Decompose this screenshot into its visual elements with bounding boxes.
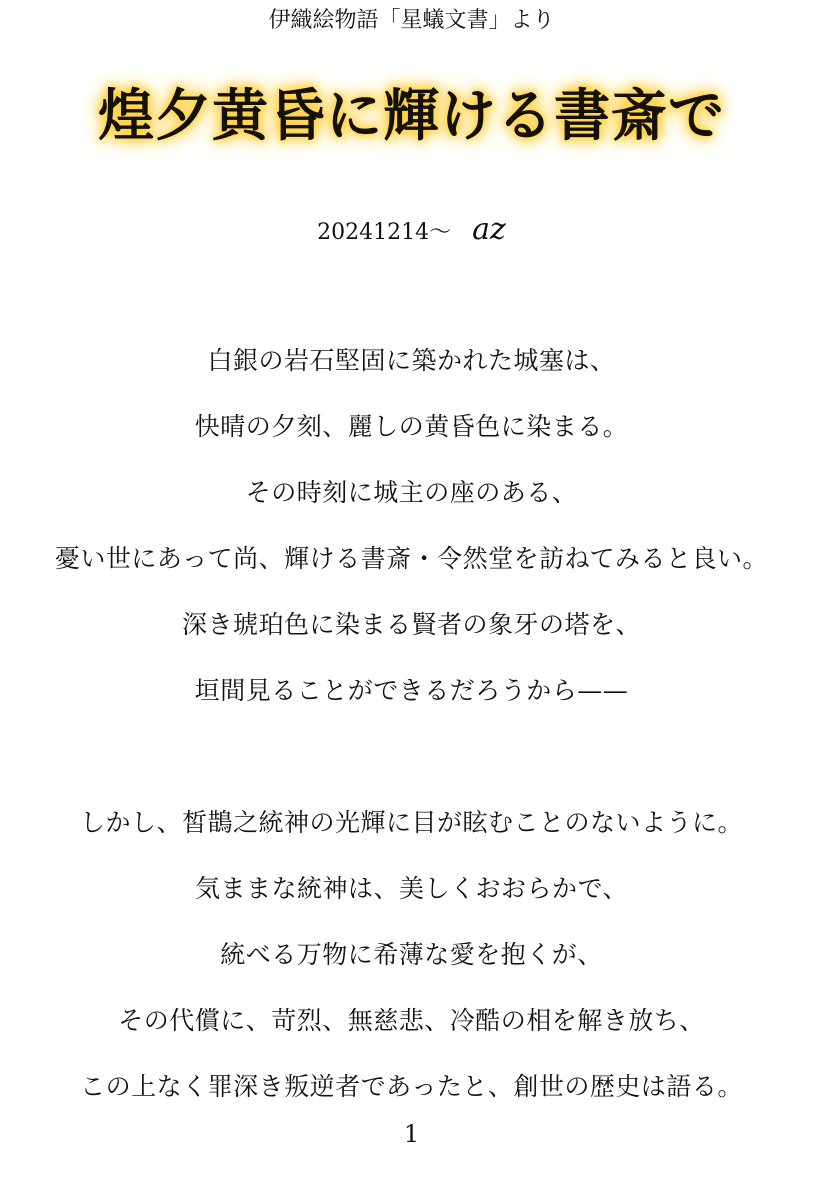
- body-line: その代償に、苛烈、無慈悲、冷酷の相を解き放ち、: [118, 1006, 705, 1035]
- body-line: 白銀の岩石堅固に築かれた城塞は、: [207, 346, 616, 375]
- body-line: しかし、皙鵲之統神の光輝に目が眩むことのないように。: [79, 808, 743, 837]
- author-signature: az: [472, 212, 506, 247]
- page-number: 1: [403, 1120, 420, 1148]
- body-line: 統べる万物に希薄な愛を抱くが、: [220, 940, 603, 969]
- stanza-one: [0, 328, 823, 724]
- body-line: 深き琥珀色に染まる賢者の象牙の塔を、: [181, 610, 641, 639]
- source-subtitle: 伊織絵物語「星蟻文書」より: [268, 8, 555, 33]
- body-line: その時刻に城主の座のある、: [245, 478, 578, 507]
- body-line: 快晴の夕刻、麗しの黄昏色に染まる。: [194, 412, 629, 441]
- body-line: この上なく罪深き叛逆者であったと、創世の歴史は語る。: [80, 1072, 743, 1101]
- stanza-two: [0, 790, 823, 1120]
- body-line: 垣間見ることができるだろうから——: [194, 676, 629, 705]
- date-author-line: [0, 212, 823, 247]
- body-line: 憂い世にあって尚、輝ける書斎・令然堂を訪ねてみると良い。: [54, 544, 769, 573]
- body-line: 気ままな統神は、美しくおおらかで、: [194, 874, 628, 903]
- date-text: 20241214〜: [317, 220, 452, 245]
- page-title: 煌夕黄昏に輝ける書斎で: [98, 84, 725, 149]
